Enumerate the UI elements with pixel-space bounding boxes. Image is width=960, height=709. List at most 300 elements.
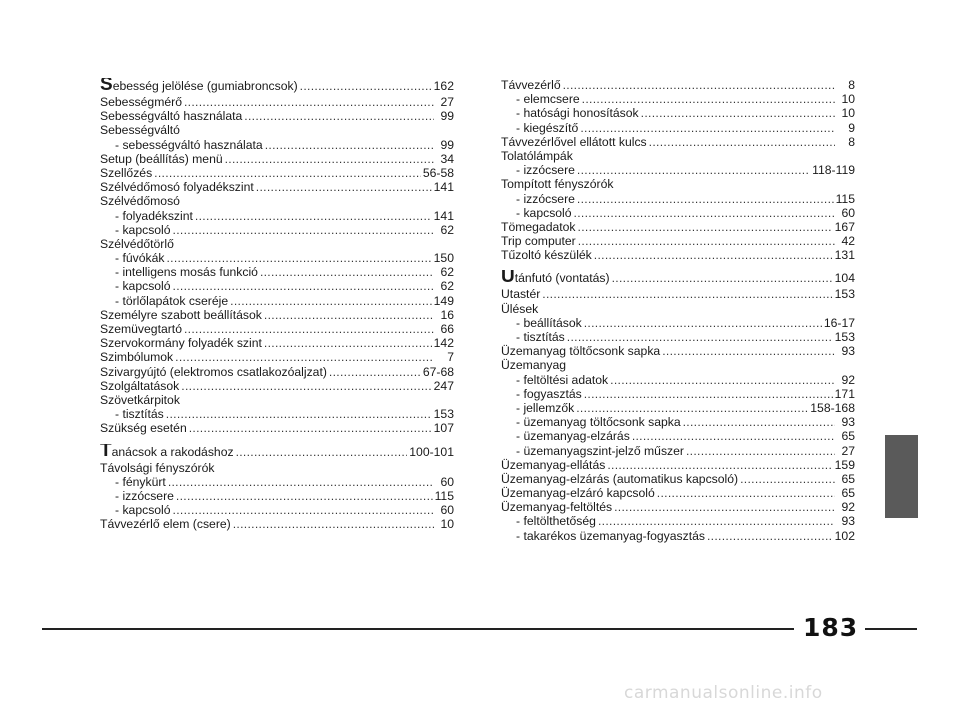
entry-label <box>100 308 262 322</box>
entry-text: - kiegészítő <box>516 120 579 135</box>
entry-text: Szivargyújtó (elektromos csatlakozóaljzat) <box>100 364 327 379</box>
entry-text: - üzemanyag töltőcsonk sapka <box>516 415 681 430</box>
index-entry <box>100 109 456 123</box>
entry-label <box>100 123 180 137</box>
entry-label <box>501 316 582 330</box>
index-entry <box>100 308 456 322</box>
entry-page-ref: 118-119 <box>812 163 855 178</box>
dot-leader <box>166 407 432 421</box>
entry-label <box>501 415 681 429</box>
entry-text: Távvezérlő elem (csere) <box>100 517 231 532</box>
entry-text: Üzemanyag töltőcsonk sapka <box>501 344 661 359</box>
entry-text: Tolatólámpák <box>501 148 573 163</box>
entry-text: - folyadékszint <box>115 208 193 223</box>
entry-text: - izzócsere <box>516 163 575 178</box>
entry-page-ref: 60 <box>841 205 855 220</box>
index-subentry <box>100 138 456 152</box>
entry-text: Szimbólumok <box>100 350 174 365</box>
entry-label <box>501 373 608 387</box>
entry-label <box>100 489 174 503</box>
entry-text: Ülések <box>501 301 539 316</box>
index-subentry <box>100 475 456 489</box>
section-initial-letter: T <box>100 443 112 461</box>
entry-label <box>501 206 572 220</box>
index-entry <box>100 237 456 251</box>
dot-leader <box>657 486 835 500</box>
index-subentry <box>100 503 456 517</box>
index-column-right <box>501 78 857 543</box>
entry-text: - intelligens mosás funkció <box>115 265 258 280</box>
entry-page-ref: 92 <box>841 500 855 515</box>
index-column-left <box>100 78 456 531</box>
dot-leader <box>614 500 835 514</box>
entry-text: Szélvédőtörlő <box>100 236 174 251</box>
entry-text: Üzemanyag-elzárás (automatikus kapcsoló) <box>501 471 739 486</box>
index-subentry <box>501 121 857 135</box>
entry-label <box>501 270 610 287</box>
entry-page-ref: 66 <box>440 322 454 336</box>
dot-leader <box>184 95 434 109</box>
entry-label <box>501 135 647 149</box>
index-entry <box>100 78 456 95</box>
entry-text: - izzócsere <box>115 488 174 503</box>
entry-label <box>501 192 575 206</box>
entry-label <box>100 379 179 393</box>
entry-page-ref: 56-58 <box>422 165 454 180</box>
index-entry <box>100 336 456 350</box>
entry-label <box>100 237 174 251</box>
index-entry <box>100 393 456 407</box>
index-subentry <box>100 279 456 293</box>
index-subentry <box>501 529 857 543</box>
dot-leader <box>598 514 835 528</box>
entry-label <box>501 387 582 401</box>
entry-page-ref: 107 <box>433 421 454 436</box>
entry-page-ref: 142 <box>433 336 454 351</box>
entry-label <box>100 109 242 123</box>
entry-text: Sebességmérő <box>100 95 182 109</box>
entry-label <box>501 106 639 120</box>
index-subentry <box>100 265 456 279</box>
index-entry <box>100 95 456 109</box>
entry-label <box>501 220 576 234</box>
entry-label <box>501 344 660 358</box>
entry-page-ref: 60 <box>440 474 454 489</box>
entry-label <box>100 223 171 237</box>
entry-label <box>100 294 228 308</box>
entry-text: Szövetkárpitok <box>100 392 180 407</box>
index-subentry <box>501 92 857 106</box>
entry-label <box>501 529 705 543</box>
dot-leader <box>233 517 434 531</box>
entry-page-ref: 65 <box>841 429 855 444</box>
dot-leader <box>574 206 835 220</box>
entry-page-ref: 247 <box>433 378 454 393</box>
entry-label <box>100 95 182 109</box>
entry-text: - kapcsoló <box>115 222 171 237</box>
entry-label <box>501 486 655 500</box>
entry-page-ref: 16 <box>440 307 454 322</box>
dot-leader <box>740 472 835 486</box>
index-entry <box>100 350 456 364</box>
dot-leader <box>173 279 434 293</box>
entry-label <box>100 503 171 517</box>
index-entry <box>501 302 857 316</box>
index-entry <box>100 180 456 194</box>
entry-text: - kapcsoló <box>516 205 572 220</box>
entry-page-ref: 7 <box>447 350 454 365</box>
index-entry <box>501 270 857 287</box>
index-entry <box>100 517 456 531</box>
entry-text: Szemüvegtartó <box>100 322 182 336</box>
dot-leader <box>584 316 822 330</box>
section-gap <box>501 262 857 270</box>
entry-page-ref: 100-101 <box>409 444 454 459</box>
dot-leader <box>173 223 434 237</box>
dot-leader <box>256 180 432 194</box>
index-entry <box>100 461 456 475</box>
entry-text: - feltöltési adatok <box>516 372 609 387</box>
entry-page-ref: 150 <box>433 251 454 266</box>
entry-text: - jellemzők <box>516 400 575 415</box>
entry-page-ref: 42 <box>841 234 855 249</box>
dot-leader <box>632 429 835 443</box>
index-subentry <box>501 106 857 120</box>
index-entry <box>100 166 456 180</box>
entry-text: Tompított fényszórók <box>501 177 614 192</box>
index-subentry <box>501 514 857 528</box>
entry-label <box>501 121 578 135</box>
index-entry <box>100 421 456 435</box>
index-entry <box>501 344 857 358</box>
entry-page-ref: 153 <box>433 407 454 422</box>
dot-leader <box>577 192 834 206</box>
entry-text: - beállítások <box>516 315 582 330</box>
dot-leader <box>683 415 835 429</box>
entry-text: Távolsági fényszórók <box>100 460 215 475</box>
dot-leader <box>166 251 431 265</box>
index-entry <box>501 486 857 500</box>
dot-leader <box>230 294 432 308</box>
dot-leader <box>649 135 835 149</box>
entry-text: Személyre szabott beállítások <box>100 307 262 322</box>
entry-label <box>501 358 566 372</box>
index-subentry <box>501 192 857 206</box>
entry-text: Sebességváltó használata <box>100 109 243 124</box>
entry-text: - tisztítás <box>516 330 565 344</box>
entry-page-ref: 158-168 <box>810 400 855 415</box>
dot-leader <box>189 421 432 435</box>
dot-leader <box>584 387 833 401</box>
entry-label <box>100 336 262 350</box>
entry-label <box>501 78 561 92</box>
dot-leader <box>580 121 835 135</box>
dot-leader <box>707 529 833 543</box>
entry-label <box>501 287 540 301</box>
entry-page-ref: 115 <box>835 191 855 206</box>
entry-page-ref: 153 <box>834 287 855 302</box>
entry-text: - üzemanyagszint-jelző műszer <box>516 443 684 458</box>
entry-label <box>100 265 258 279</box>
index-subentry <box>501 429 857 443</box>
entry-label <box>501 514 596 528</box>
entry-text: Tömegadatok <box>501 219 576 234</box>
entry-text: Tűzoltó készülék <box>501 248 592 263</box>
entry-label <box>501 248 592 262</box>
entry-page-ref: 10 <box>841 106 855 121</box>
entry-page-ref: 92 <box>841 372 855 387</box>
dot-leader <box>168 475 434 489</box>
entry-page-ref: 10 <box>841 92 855 107</box>
entry-text: - feltölthetőség <box>516 514 596 529</box>
entry-page-ref: 131 <box>834 248 855 263</box>
entry-text: anácsok a rakodáshoz <box>111 444 234 459</box>
index-subentry <box>501 387 857 401</box>
entry-page-ref: 62 <box>440 279 454 294</box>
entry-text: - üzemanyag-elzárás <box>516 429 630 444</box>
dot-leader <box>175 350 434 364</box>
index-entry <box>501 458 857 472</box>
index-entry <box>501 500 857 514</box>
index-entry <box>100 379 456 393</box>
entry-label <box>100 251 164 265</box>
dot-leader <box>264 336 432 350</box>
entry-label <box>501 429 630 443</box>
index-subentry <box>100 294 456 308</box>
entry-label <box>501 92 580 106</box>
entry-label <box>501 234 576 248</box>
entry-page-ref: 149 <box>433 293 454 308</box>
entry-text: - sebességváltó használata <box>115 137 263 152</box>
entry-text: - elemcsere <box>516 92 580 107</box>
entry-page-ref: 9 <box>848 120 855 135</box>
index-subentry <box>100 223 456 237</box>
entry-page-ref: 115 <box>434 488 454 503</box>
index-subentry <box>501 206 857 220</box>
entry-label <box>501 163 575 177</box>
dot-leader <box>662 344 835 358</box>
dot-leader <box>542 287 832 301</box>
entry-text: - izzócsere <box>516 191 575 206</box>
entry-page-ref: 159 <box>834 457 855 472</box>
entry-label <box>100 365 327 379</box>
section-gap <box>100 436 456 444</box>
dot-leader <box>567 330 833 344</box>
index-entry <box>501 234 857 248</box>
index-subentry <box>501 401 857 415</box>
entry-page-ref: 99 <box>440 137 454 152</box>
dot-leader <box>264 308 434 322</box>
entry-text: Trip computer <box>501 234 576 249</box>
entry-text: Szervokormány folyadék szint <box>100 336 262 351</box>
section-initial-letter: S <box>100 78 113 95</box>
dot-leader <box>265 138 434 152</box>
entry-label <box>100 393 180 407</box>
entry-text: Távvezérlő <box>501 78 561 92</box>
index-subentry <box>501 373 857 387</box>
index-subentry <box>501 415 857 429</box>
entry-text: Szolgáltatások <box>100 378 180 393</box>
dot-leader <box>594 248 833 262</box>
entry-page-ref: 141 <box>433 180 454 195</box>
index-subentry <box>501 444 857 458</box>
dot-leader <box>610 373 835 387</box>
entry-page-ref: 99 <box>440 109 454 124</box>
entry-label <box>100 461 214 475</box>
entry-text: - kapcsoló <box>115 279 171 294</box>
index-entry <box>501 472 857 486</box>
entry-label <box>100 209 193 223</box>
entry-text: Szükség esetén <box>100 421 187 436</box>
dot-leader <box>607 458 832 472</box>
entry-page-ref: 67-68 <box>422 364 454 379</box>
entry-label <box>100 350 173 364</box>
index-entry <box>100 365 456 379</box>
entry-label <box>501 444 684 458</box>
entry-page-ref: 16-17 <box>823 315 855 330</box>
dot-leader <box>582 92 835 106</box>
entry-label <box>100 475 166 489</box>
dot-leader <box>563 78 835 92</box>
entry-text: Üzemanyag-elzáró kapcsoló <box>501 486 655 501</box>
entry-page-ref: 65 <box>841 471 855 486</box>
entry-page-ref: 62 <box>440 265 454 280</box>
entry-page-ref: 62 <box>440 222 454 237</box>
entry-page-ref: 171 <box>834 386 855 401</box>
entry-page-ref: 65 <box>841 486 855 501</box>
entry-label <box>501 458 605 472</box>
dot-leader <box>173 503 434 517</box>
dot-leader <box>244 109 434 123</box>
dot-leader <box>578 220 833 234</box>
section-initial-letter: U <box>501 270 515 288</box>
index-subentry <box>100 251 456 265</box>
entry-label <box>100 421 187 435</box>
dot-leader <box>260 265 434 279</box>
entry-label <box>501 500 612 514</box>
entry-page-ref: 8 <box>848 134 855 149</box>
index-entry <box>501 177 857 191</box>
entry-label <box>100 152 223 166</box>
entry-page-ref: 104 <box>834 271 855 286</box>
entry-text: Szélvédőmosó <box>100 194 180 209</box>
entry-label <box>100 166 152 180</box>
entry-page-ref: 153 <box>834 330 855 344</box>
dot-leader <box>300 78 432 95</box>
entry-text: Üzemanyag-feltöltés <box>501 500 613 515</box>
page-number: 183 <box>803 613 859 642</box>
index-entry <box>501 287 857 301</box>
entry-label <box>100 322 182 336</box>
entry-text: Szellőzés <box>100 165 153 180</box>
index-entry <box>100 152 456 166</box>
dot-leader <box>329 365 421 379</box>
entry-label <box>501 330 565 344</box>
footer-rule-right <box>865 628 917 630</box>
entry-page-ref: 162 <box>433 79 454 93</box>
dot-leader <box>612 270 833 287</box>
entry-page-ref: 93 <box>841 514 855 529</box>
entry-label <box>100 194 180 208</box>
entry-page-ref: 93 <box>841 344 855 359</box>
entry-text: - takarékos üzemanyag-fogyasztás <box>516 528 705 543</box>
watermark: carmanualsonline.info <box>624 683 823 703</box>
index-entry <box>100 444 456 461</box>
entry-page-ref: 93 <box>841 415 855 430</box>
index-subentry <box>501 163 857 177</box>
index-subentry <box>501 316 857 330</box>
entry-text: Üzemanyag <box>501 358 567 373</box>
entry-label <box>100 517 231 531</box>
entry-text: - fénykürt <box>115 474 166 489</box>
entry-page-ref: 27 <box>440 95 454 109</box>
index-entry <box>501 149 857 163</box>
entry-text: Távvezérlővel ellátott kulcs <box>501 134 647 149</box>
index-entry <box>100 194 456 208</box>
entry-page-ref: 167 <box>834 219 855 234</box>
dot-leader <box>236 444 408 461</box>
index-entry <box>501 135 857 149</box>
dot-leader <box>641 106 835 120</box>
dot-leader <box>195 209 432 223</box>
entry-label <box>100 407 164 421</box>
index-subentry <box>100 209 456 223</box>
entry-text: - hatósági honosítások <box>516 106 639 121</box>
entry-text: Utastér <box>501 287 541 302</box>
entry-page-ref: 10 <box>440 517 454 532</box>
entry-label <box>501 302 538 316</box>
dot-leader <box>578 234 835 248</box>
section-tab-marker <box>885 435 918 518</box>
index-subentry <box>501 330 857 344</box>
entry-page-ref: 34 <box>440 151 454 166</box>
entry-page-ref: 102 <box>834 528 855 543</box>
dot-leader <box>181 379 431 393</box>
index-subentry <box>100 407 456 421</box>
entry-text: - fogyasztás <box>516 386 582 401</box>
dot-leader <box>225 152 434 166</box>
dot-leader <box>184 322 434 336</box>
index-entry <box>501 78 857 92</box>
entry-label <box>100 279 171 293</box>
entry-page-ref: 8 <box>848 78 855 92</box>
entry-label <box>501 177 613 191</box>
index-entry <box>501 220 857 234</box>
dot-leader <box>686 444 835 458</box>
entry-label <box>100 78 298 95</box>
entry-text: - tisztítás <box>115 407 164 422</box>
index-entry <box>501 358 857 372</box>
entry-label <box>100 138 263 152</box>
entry-label <box>501 472 738 486</box>
entry-text: Szélvédőmosó folyadékszint <box>100 180 254 195</box>
entry-text: - kapcsoló <box>115 503 171 518</box>
entry-text: Sebességváltó <box>100 123 180 138</box>
dot-leader <box>576 401 808 415</box>
dot-leader <box>577 163 810 177</box>
entry-label <box>501 149 573 163</box>
footer-rule-left <box>42 628 794 630</box>
entry-text: tánfutó (vontatás) <box>514 271 610 286</box>
entry-text: - fúvókák <box>115 251 165 266</box>
entry-label <box>100 180 254 194</box>
dot-leader <box>154 166 421 180</box>
index-entry <box>100 322 456 336</box>
entry-text: Setup (beállítás) menü <box>100 151 223 166</box>
entry-label <box>501 401 574 415</box>
entry-label <box>100 444 234 461</box>
entry-page-ref: 141 <box>433 208 454 223</box>
